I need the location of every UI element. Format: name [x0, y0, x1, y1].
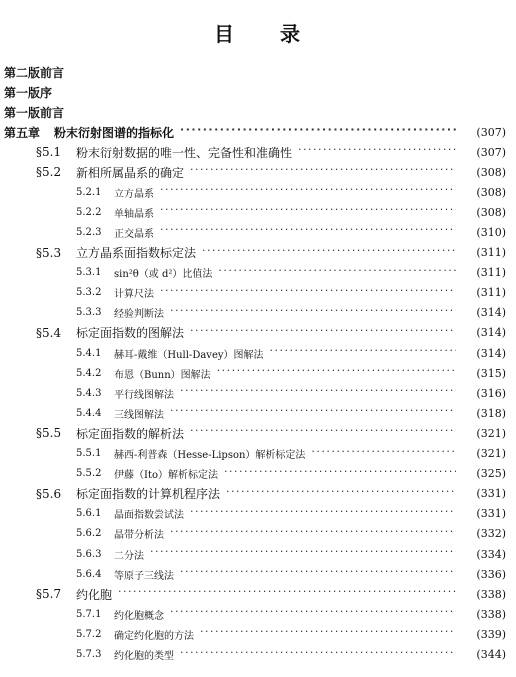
page-number: (315): [476, 366, 506, 380]
page-number: (331): [476, 487, 506, 501]
entry-number: 5.2.2: [76, 206, 102, 218]
dot-leader: [270, 346, 456, 360]
entry-number: 5.6.3: [76, 548, 102, 560]
dot-leader: [190, 165, 456, 179]
toc-entry-subsection[interactable]: [0, 544, 516, 564]
toc-entry-subsection[interactable]: [0, 363, 516, 383]
toc-entry-section[interactable]: [0, 162, 516, 182]
dot-leader: [150, 547, 456, 561]
chapter-number: 第五章: [4, 125, 41, 140]
dot-leader: [170, 607, 456, 621]
page-number: (308): [476, 165, 506, 179]
page-number: (314): [476, 346, 506, 360]
entry-number: §5.7: [36, 587, 62, 602]
toc-entry-subsection[interactable]: [0, 444, 516, 464]
entry-number: 5.7.1: [76, 608, 102, 620]
toc-entry-subsection[interactable]: [0, 564, 516, 584]
entry-number: 5.4.4: [76, 407, 102, 419]
dot-leader: [180, 386, 456, 400]
entry-title: 新相所属晶系的确定: [76, 165, 185, 180]
dot-leader: [160, 205, 456, 219]
page-number: (307): [476, 125, 506, 139]
entry-title: 标定面指数的解析法: [76, 426, 185, 441]
entry-title: sin²θ（或 d²）比值法: [114, 269, 213, 281]
page-number: (334): [476, 547, 506, 561]
entry-title: 标定面指数的计算机程序法: [76, 487, 221, 502]
entry-number: §5.4: [36, 325, 62, 340]
entry-title: 布恩（Bunn）图解法: [114, 369, 211, 381]
dot-leader: [224, 467, 456, 481]
toc-entry-subsection[interactable]: [0, 343, 516, 363]
dot-leader: [160, 225, 456, 239]
page-number: (338): [476, 607, 506, 621]
toc-entry-subsection[interactable]: [0, 645, 516, 665]
page-number: (331): [476, 507, 506, 521]
toc-entry-section[interactable]: [0, 484, 516, 504]
entry-number: 5.2.3: [76, 226, 102, 238]
entry-number: §5.5: [36, 426, 62, 441]
toc-entry-section[interactable]: [0, 142, 516, 162]
page-number: (321): [476, 426, 506, 440]
toc-entry-section[interactable]: [0, 323, 516, 343]
page-number: (310): [476, 225, 506, 239]
entry-number: 5.4.1: [76, 347, 102, 359]
toc-entry-subsection[interactable]: [0, 283, 516, 303]
dot-leader: [190, 426, 456, 440]
dot-leader: [190, 326, 456, 340]
entry-title: 立方晶系面指数标定法: [76, 246, 197, 260]
entry-title: 赫耳-戴维（Hull-Davey）图解法: [114, 349, 264, 361]
entry-number: 5.3.2: [76, 287, 102, 299]
page-number: (332): [476, 527, 506, 541]
entry-number: 5.5.1: [76, 448, 102, 459]
entry-label: 第一版序: [4, 85, 53, 100]
entry-title: 二分法: [114, 550, 144, 562]
page-number: (321): [476, 447, 506, 460]
dot-leader: [180, 648, 456, 662]
page-number: (307): [476, 145, 506, 159]
chapter-title: 粉末衍射图谱的指标化: [54, 125, 175, 140]
entry-number: 5.5.2: [76, 468, 102, 480]
dot-leader: [311, 447, 456, 461]
dot-leader: [200, 627, 456, 641]
entry-title: 约化胞: [76, 587, 113, 602]
entry-number: 5.3.3: [76, 307, 102, 319]
toc-entry-front-matter[interactable]: [0, 102, 516, 122]
page-number: (336): [476, 567, 506, 581]
entry-label: 第二版前言: [4, 65, 65, 80]
toc-entry-subsection[interactable]: [0, 604, 516, 624]
toc-entry-subsection[interactable]: [0, 403, 516, 423]
title-char-1: 目: [214, 22, 236, 46]
entry-title: 立方晶系: [114, 188, 154, 200]
entry-title: 伊藤（Ito）解析标定法: [114, 470, 218, 482]
page-number: (308): [476, 205, 506, 219]
page-number: (311): [476, 266, 506, 280]
entry-number: 5.4.2: [76, 367, 102, 379]
page-number: (316): [476, 386, 506, 400]
entry-number: §5.1: [36, 145, 62, 159]
entry-number: §5.6: [36, 486, 62, 501]
toc-entry-subsection[interactable]: [0, 222, 516, 242]
toc-entry-subsection[interactable]: [0, 202, 516, 222]
toc-entry-chapter[interactable]: [0, 122, 516, 142]
toc-entry-subsection[interactable]: [0, 263, 516, 283]
entry-title: 晶面指数尝试法: [114, 510, 184, 522]
page-title: [0, 18, 516, 47]
dot-leader: [160, 185, 456, 199]
entry-number: 5.3.1: [76, 267, 102, 279]
page-number: (314): [476, 326, 506, 340]
entry-title: 粉末衍射数据的唯一性、完备性和准确性: [76, 145, 293, 160]
toc-entry-subsection[interactable]: [0, 383, 516, 403]
dot-leader: [118, 587, 456, 601]
entry-number: 5.6.1: [76, 508, 102, 520]
dot-leader: [226, 487, 456, 501]
entry-number: §5.2: [36, 165, 62, 180]
toc-entry-front-matter[interactable]: [0, 62, 516, 82]
page-number: (314): [476, 306, 506, 320]
entry-title: 晶带分析法: [114, 530, 164, 542]
entry-title: 三线图解法: [114, 409, 164, 421]
title-char-2: 录: [280, 22, 302, 46]
dot-leader: [170, 406, 456, 420]
page-number: (344): [476, 648, 506, 661]
page-number: (318): [476, 406, 506, 420]
dot-leader: [170, 306, 456, 320]
entry-number: 5.6.2: [76, 528, 102, 540]
page-number: (311): [476, 246, 506, 259]
dot-leader: [180, 567, 456, 581]
toc-entry-section[interactable]: [0, 423, 516, 443]
entry-number: 5.6.4: [76, 568, 102, 580]
toc-entry-subsection[interactable]: [0, 524, 516, 544]
page-number: (311): [476, 286, 506, 300]
toc-entry-section[interactable]: [0, 584, 516, 604]
entry-title: 计算尺法: [114, 289, 154, 301]
entry-label: 第一版前言: [4, 105, 65, 120]
toc-entry-subsection[interactable]: [0, 182, 516, 202]
entry-title: 等原子三线法: [114, 570, 174, 582]
toc-entry-section[interactable]: [0, 243, 516, 263]
dot-leader: [180, 125, 456, 139]
page-number: (325): [476, 467, 506, 481]
entry-number: 5.4.3: [76, 387, 102, 399]
dot-leader: [170, 527, 456, 541]
entry-title: 标定面指数的图解法: [76, 326, 185, 341]
entry-title: 确定约化胞的方法: [114, 630, 194, 642]
dot-leader: [202, 246, 456, 260]
entry-title: 约化胞概念: [114, 610, 164, 622]
toc-entry-subsection[interactable]: [0, 504, 516, 524]
dot-leader: [190, 507, 456, 521]
entry-title: 正交晶系: [114, 228, 154, 240]
entry-number: 5.7.2: [76, 628, 102, 640]
page-number: (308): [476, 185, 506, 199]
entry-number: 5.2.1: [76, 186, 102, 198]
page-number: (338): [476, 587, 506, 601]
entry-title: 平行线图解法: [114, 389, 174, 401]
entry-title: 单轴晶系: [114, 208, 154, 220]
dot-leader: [218, 266, 456, 280]
entry-number: 5.7.3: [76, 649, 102, 660]
toc-entry-subsection[interactable]: [0, 624, 516, 644]
entry-title: 约化胞的类型: [114, 651, 174, 662]
entry-title: 经验判断法: [114, 309, 164, 321]
dot-leader: [217, 366, 456, 380]
toc-entry-subsection[interactable]: [0, 464, 516, 484]
toc-entry-front-matter[interactable]: [0, 82, 516, 102]
entry-number: §5.3: [36, 245, 62, 260]
entry-title: 赫西-利普森（Hesse-Lipson）解析标定法: [114, 450, 306, 461]
page-number: (339): [476, 627, 506, 641]
toc-entry-subsection[interactable]: [0, 303, 516, 323]
dot-leader: [160, 286, 456, 300]
dot-leader: [298, 145, 456, 159]
